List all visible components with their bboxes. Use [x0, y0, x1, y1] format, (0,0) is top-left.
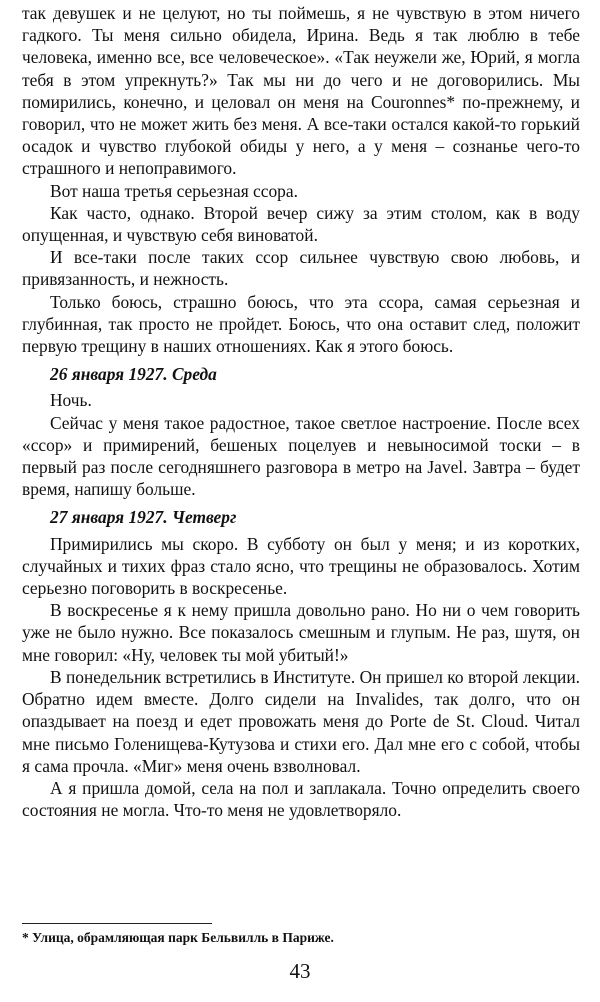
paragraph: Как часто, однако. Второй вечер сижу за этим столом, как в воду опущенная, и чувствую себя виноватой. — [22, 202, 580, 246]
paragraph: Только боюсь, страшно боюсь, что эта ссора, самая серьезная и глубинная, так просто не пройдет. Боюсь, что она оставит след, положит первую трещину в наших отношениях. Как я этого боюсь. — [22, 291, 580, 357]
footnote-divider — [22, 923, 212, 924]
paragraph: так девушек и не целуют, но ты поймешь, я не чувствую в этом ничего гадкого. Ты меня сильно обидела, Ирина. Ведь я так люблю в тебе человека, именно все, все человеческое». «Так неужели же, Юрий, я могла тебя в этом упрекнуть?» Так мы ни до чего и не договорились. Мы помирились, конечно, и целовал он меня на Couronnes* по-прежнему, и говорил, что не может жить без меня. А все-таки остался какой-то горький осадок и чувство глубокой обиды у него, а у меня – сознанье чего-то страшного и непоправимого. — [22, 3, 580, 179]
page-body — [22, 2, 580, 821]
paragraph: В воскресенье я к нему пришла довольно рано. Но ни о чем говорить уже не было нужно. Все показалось смешным и глупым. Не раз, шутя, он мне говорил: «Ну, человек ты мой убитый!» — [22, 600, 580, 665]
paragraph: Сейчас у меня такое радостное, такое светлое настроение. После всех «ссор» и примирений, бешеных поцелуев и невыносимой тоски – в первый раз после сегодняшнего разговора в метро на Javel. Завтра – будет время, напишу больше. — [22, 412, 580, 500]
diary-entry-heading: 26 января 1927. Среда — [50, 364, 217, 385]
paragraph: Ночь. — [50, 390, 92, 411]
diary-entry-heading: 27 января 1927. Четверг — [50, 507, 237, 528]
paragraph: В понедельник встретились в Институте. Он пришел ко второй лекции. Обратно идем вместе. Долго сидели на Invalides, так долго, что он опаздывает на поезд и едет провожать меня до Porte de St. Cloud. Читал мне письмо Голенищева-Кутузова и стихи его. Дал мне его с собой, чтобы я сама прочла. «Миг» меня очень взволновал. — [22, 666, 580, 776]
page-number: 43 — [289, 959, 311, 983]
paragraph: Вот наша третья серьезная ссора. — [50, 180, 298, 201]
paragraph: И все-таки после таких ссор сильнее чувствую свою любовь, и привязанность, и нежность. — [22, 247, 580, 290]
footnote: * Улица, обрамляющая парк Бельвилль в Париже. — [22, 930, 334, 945]
paragraph: Примирились мы скоро. В субботу он был у меня; и из коротких, случайных и тихих фраз стало ясно, что трещины не образовалось. Хотим серьезно поговорить в воскресенье. — [22, 533, 580, 599]
paragraph: А я пришла домой, села на пол и заплакала. Точно определить своего состояния не могла. Что-то меня не удовлетворяло. — [22, 777, 580, 821]
